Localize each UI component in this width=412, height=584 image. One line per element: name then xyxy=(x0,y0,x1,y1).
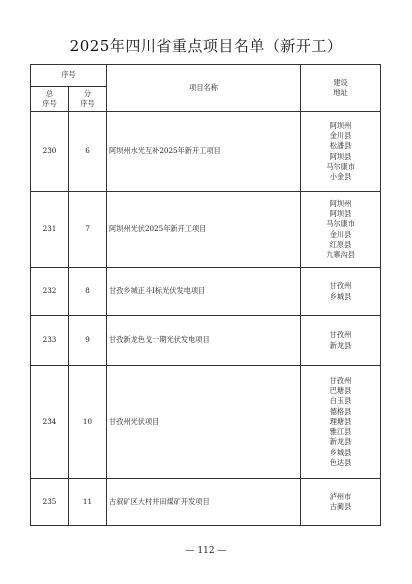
project-name-cell: 甘孜州光伏项目 xyxy=(107,366,301,479)
total-seq-header: 总 序号 xyxy=(31,87,69,112)
sub-seq-cell: 10 xyxy=(69,366,107,479)
page-number: — 112 — xyxy=(185,546,227,556)
location-cell: 甘孜州 巴塘县 白玉县 德格县 理塘县 雅江县 新龙县 乡城县 色达县 xyxy=(301,366,381,479)
table-row xyxy=(31,366,381,479)
sub-seq-cell: 11 xyxy=(69,479,107,526)
total-seq-cell: 235 xyxy=(31,479,69,526)
table-row xyxy=(31,192,381,268)
table-row xyxy=(31,268,381,316)
project-name-cell: 阿坝州光伏2025年新开工项目 xyxy=(107,192,301,268)
location-cell: 甘孜州 乡城县 xyxy=(301,268,381,316)
header-row xyxy=(31,65,381,87)
project-table xyxy=(30,64,381,526)
sub-seq-cell: 6 xyxy=(69,112,107,192)
total-seq-cell: 234 xyxy=(31,366,69,479)
total-seq-cell: 231 xyxy=(31,192,69,268)
project-name-cell: 甘孜乡城正斗Ⅰ标光伏发电项目 xyxy=(107,268,301,316)
location-cell: 甘孜州 新龙县 xyxy=(301,316,381,366)
page-title: 2025年四川省重点项目名单（新开工） xyxy=(69,37,343,55)
total-seq-cell: 232 xyxy=(31,268,69,316)
seq-header: 序号 xyxy=(31,65,107,87)
sub-seq-cell: 8 xyxy=(69,268,107,316)
project-name-cell: 甘孜新龙色戈一期光伏发电项目 xyxy=(107,316,301,366)
table-row xyxy=(31,112,381,192)
total-seq-cell: 233 xyxy=(31,316,69,366)
sub-seq-cell: 9 xyxy=(69,316,107,366)
table-row xyxy=(31,316,381,366)
project-name-cell: 古叙矿区大村井田煤矿开发项目 xyxy=(107,479,301,526)
table-row xyxy=(31,479,381,526)
sub-seq-cell: 7 xyxy=(69,192,107,268)
location-cell: 阿坝州 金川县 松潘县 阿坝县 马尔康市 小金县 xyxy=(301,112,381,192)
total-seq-cell: 230 xyxy=(31,112,69,192)
location-cell: 泸州市 古蔺县 xyxy=(301,479,381,526)
location-cell: 阿坝州 阿坝县 马尔康市 金川县 红原县 九寨沟县 xyxy=(301,192,381,268)
project-name-cell: 阿坝州水光互补2025年新开工项目 xyxy=(107,112,301,192)
project-name-header: 项目名称 xyxy=(107,65,301,112)
sub-seq-header: 分 序号 xyxy=(69,87,107,112)
location-header: 建设 地址 xyxy=(301,65,381,112)
